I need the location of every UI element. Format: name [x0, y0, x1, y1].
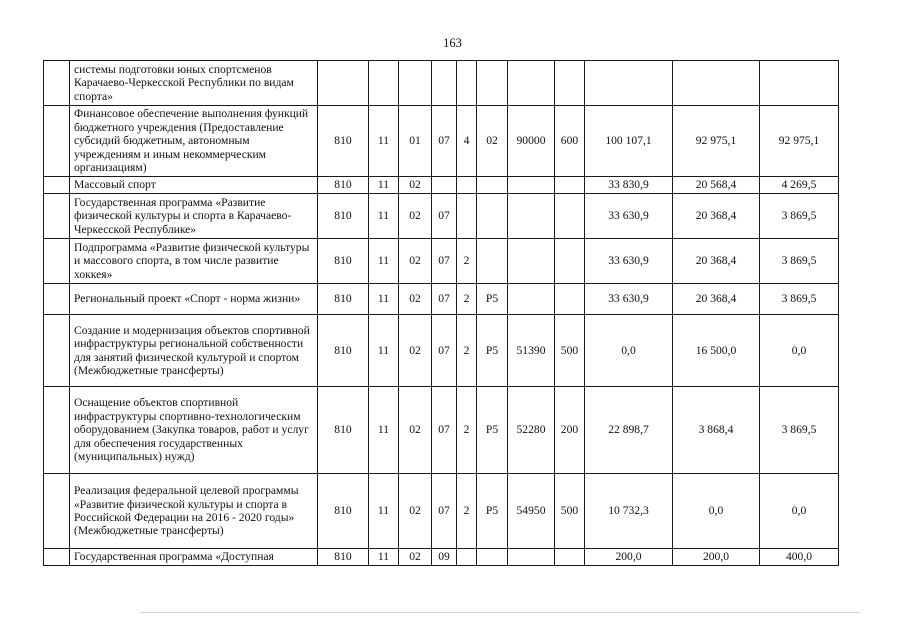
expense-type-cell: 200: [555, 387, 585, 474]
direction-code-cell: [508, 284, 555, 315]
amount-year1-cell: 0,0: [585, 315, 673, 387]
project-code-cell: [477, 549, 508, 566]
subsection-code-cell: 01: [399, 106, 432, 177]
table-row: [44, 474, 839, 549]
ministry-code-cell: 810: [318, 284, 369, 315]
amount-year1-cell: 33 630,9: [585, 239, 673, 284]
budget-table: [43, 60, 839, 566]
direction-code-cell: [508, 239, 555, 284]
direction-code-cell: [508, 177, 555, 194]
program-code-cell: 07: [432, 474, 457, 549]
amount-year2-cell: 0,0: [673, 474, 760, 549]
amount-year3-cell: 4 269,5: [760, 177, 839, 194]
item-name-cell: Финансовое обеспечение выполнения функций бюджетного учреждения (Предоставление субсидий бюджетным, автономным учреждениям и иным некоммерческим организациям): [70, 106, 318, 177]
ministry-code-cell: 810: [318, 474, 369, 549]
expense-type-cell: 500: [555, 474, 585, 549]
item-name-cell: Создание и модернизация объектов спортивной инфраструктуры региональной собственности для занятий физической культурой и спортом (Межбюджетные трансферты): [70, 315, 318, 387]
amount-year2-cell: 20 568,4: [673, 177, 760, 194]
subsection-code-cell: 02: [399, 239, 432, 284]
table-row: [44, 549, 839, 566]
amount-year2-cell: 3 868,4: [673, 387, 760, 474]
project-code-cell: P5: [477, 387, 508, 474]
amount-year3-cell: 3 869,5: [760, 387, 839, 474]
subprogram-code-cell: 2: [457, 474, 477, 549]
item-name-cell: системы подготовки юных спортсменов Карачаево-Черкесской Республики по видам спорта»: [70, 61, 318, 106]
amount-year3-cell: 0,0: [760, 474, 839, 549]
amount-year1-cell: 100 107,1: [585, 106, 673, 177]
section-code-cell: 11: [369, 106, 399, 177]
row-marker-cell: [44, 387, 70, 474]
table-row: [44, 387, 839, 474]
direction-code-cell: 52280: [508, 387, 555, 474]
subprogram-code-cell: 2: [457, 387, 477, 474]
direction-code-cell: [508, 194, 555, 239]
subsection-code-cell: 02: [399, 474, 432, 549]
amount-year3-cell: 92 975,1: [760, 106, 839, 177]
subprogram-code-cell: 2: [457, 239, 477, 284]
project-code-cell: 02: [477, 106, 508, 177]
expense-type-cell: 500: [555, 315, 585, 387]
ministry-code-cell: 810: [318, 194, 369, 239]
row-marker-cell: [44, 474, 70, 549]
table-row: [44, 315, 839, 387]
direction-code-cell: 51390: [508, 315, 555, 387]
table-row: [44, 61, 839, 106]
program-code-cell: 07: [432, 194, 457, 239]
amount-year3-cell: 3 869,5: [760, 239, 839, 284]
section-code-cell: 11: [369, 474, 399, 549]
item-name-cell: Подпрограмма «Развитие физической культуры и массового спорта, в том числе развитие хоккея»: [70, 239, 318, 284]
ministry-code-cell: 810: [318, 387, 369, 474]
project-code-cell: [477, 239, 508, 284]
page-number: 163: [443, 36, 462, 50]
item-name-cell: Государственная программа «Развитие физической культуры и спорта в Карачаево-Черкесской Республике»: [70, 194, 318, 239]
subprogram-code-cell: [457, 194, 477, 239]
subsection-code-cell: 02: [399, 194, 432, 239]
expense-type-cell: 600: [555, 106, 585, 177]
subprogram-code-cell: 4: [457, 106, 477, 177]
section-code-cell: 11: [369, 387, 399, 474]
amount-year3-cell: 3 869,5: [760, 284, 839, 315]
expense-type-cell: [555, 284, 585, 315]
row-marker-cell: [44, 284, 70, 315]
row-marker-cell: [44, 239, 70, 284]
expense-type-cell: [555, 549, 585, 566]
ministry-code-cell: 810: [318, 549, 369, 566]
table-body: [44, 61, 839, 566]
project-code-cell: [477, 194, 508, 239]
project-code-cell: P5: [477, 284, 508, 315]
ministry-code-cell: 810: [318, 177, 369, 194]
subsection-code-cell: 02: [399, 387, 432, 474]
direction-code-cell: 90000: [508, 106, 555, 177]
expense-type-cell: [555, 61, 585, 106]
item-name-cell: Региональный проект «Спорт - норма жизни»: [70, 284, 318, 315]
expense-type-cell: [555, 177, 585, 194]
amount-year1-cell: 33 630,9: [585, 194, 673, 239]
item-name-cell: Государственная программа «Доступная: [70, 549, 318, 566]
section-code-cell: 11: [369, 549, 399, 566]
program-code-cell: [432, 177, 457, 194]
subprogram-code-cell: 2: [457, 284, 477, 315]
amount-year2-cell: [673, 61, 760, 106]
ministry-code-cell: 810: [318, 239, 369, 284]
amount-year3-cell: 400,0: [760, 549, 839, 566]
program-code-cell: 07: [432, 106, 457, 177]
amount-year1-cell: 33 830,9: [585, 177, 673, 194]
item-name-cell: Оснащение объектов спортивной инфраструктуры спортивно-технологическим оборудованием (Закупка товаров, работ и услуг для обеспечения государственных (муниципальных) нужд): [70, 387, 318, 474]
amount-year2-cell: 200,0: [673, 549, 760, 566]
table-row: [44, 106, 839, 177]
program-code-cell: 07: [432, 387, 457, 474]
table-row: [44, 177, 839, 194]
row-marker-cell: [44, 106, 70, 177]
amount-year2-cell: 20 368,4: [673, 284, 760, 315]
subsection-code-cell: 02: [399, 315, 432, 387]
ministry-code-cell: 810: [318, 315, 369, 387]
amount-year2-cell: 20 368,4: [673, 239, 760, 284]
amount-year1-cell: [585, 61, 673, 106]
amount-year1-cell: 200,0: [585, 549, 673, 566]
direction-code-cell: [508, 549, 555, 566]
section-code-cell: 11: [369, 284, 399, 315]
table-row: [44, 284, 839, 315]
item-name-cell: Массовый спорт: [70, 177, 318, 194]
program-code-cell: 07: [432, 239, 457, 284]
section-code-cell: 11: [369, 315, 399, 387]
direction-code-cell: [508, 61, 555, 106]
project-code-cell: P5: [477, 315, 508, 387]
amount-year1-cell: 22 898,7: [585, 387, 673, 474]
program-code-cell: [432, 61, 457, 106]
amount-year3-cell: 3 869,5: [760, 194, 839, 239]
subprogram-code-cell: [457, 549, 477, 566]
row-marker-cell: [44, 549, 70, 566]
expense-type-cell: [555, 194, 585, 239]
project-code-cell: [477, 61, 508, 106]
section-code-cell: 11: [369, 177, 399, 194]
table-row: [44, 239, 839, 284]
amount-year1-cell: 10 732,3: [585, 474, 673, 549]
section-code-cell: 11: [369, 194, 399, 239]
program-code-cell: 07: [432, 284, 457, 315]
amount-year3-cell: 0,0: [760, 315, 839, 387]
subprogram-code-cell: [457, 61, 477, 106]
ministry-code-cell: [318, 61, 369, 106]
project-code-cell: P5: [477, 474, 508, 549]
project-code-cell: [477, 177, 508, 194]
item-name-cell: Реализация федеральной целевой программы «Развитие физической культуры и спорта в Российской Федерации на 2016 - 2020 годы» (Межбюджетные трансферты): [70, 474, 318, 549]
section-code-cell: 11: [369, 239, 399, 284]
page-bottom-rule: [140, 612, 860, 613]
subsection-code-cell: 02: [399, 284, 432, 315]
row-marker-cell: [44, 194, 70, 239]
expense-type-cell: [555, 239, 585, 284]
subsection-code-cell: [399, 61, 432, 106]
direction-code-cell: 54950: [508, 474, 555, 549]
subprogram-code-cell: 2: [457, 315, 477, 387]
row-marker-cell: [44, 315, 70, 387]
row-marker-cell: [44, 61, 70, 106]
subprogram-code-cell: [457, 177, 477, 194]
amount-year1-cell: 33 630,9: [585, 284, 673, 315]
amount-year2-cell: 20 368,4: [673, 194, 760, 239]
section-code-cell: [369, 61, 399, 106]
amount-year3-cell: [760, 61, 839, 106]
subsection-code-cell: 02: [399, 549, 432, 566]
program-code-cell: 07: [432, 315, 457, 387]
amount-year2-cell: 92 975,1: [673, 106, 760, 177]
row-marker-cell: [44, 177, 70, 194]
subsection-code-cell: 02: [399, 177, 432, 194]
ministry-code-cell: 810: [318, 106, 369, 177]
program-code-cell: 09: [432, 549, 457, 566]
amount-year2-cell: 16 500,0: [673, 315, 760, 387]
table-row: [44, 194, 839, 239]
